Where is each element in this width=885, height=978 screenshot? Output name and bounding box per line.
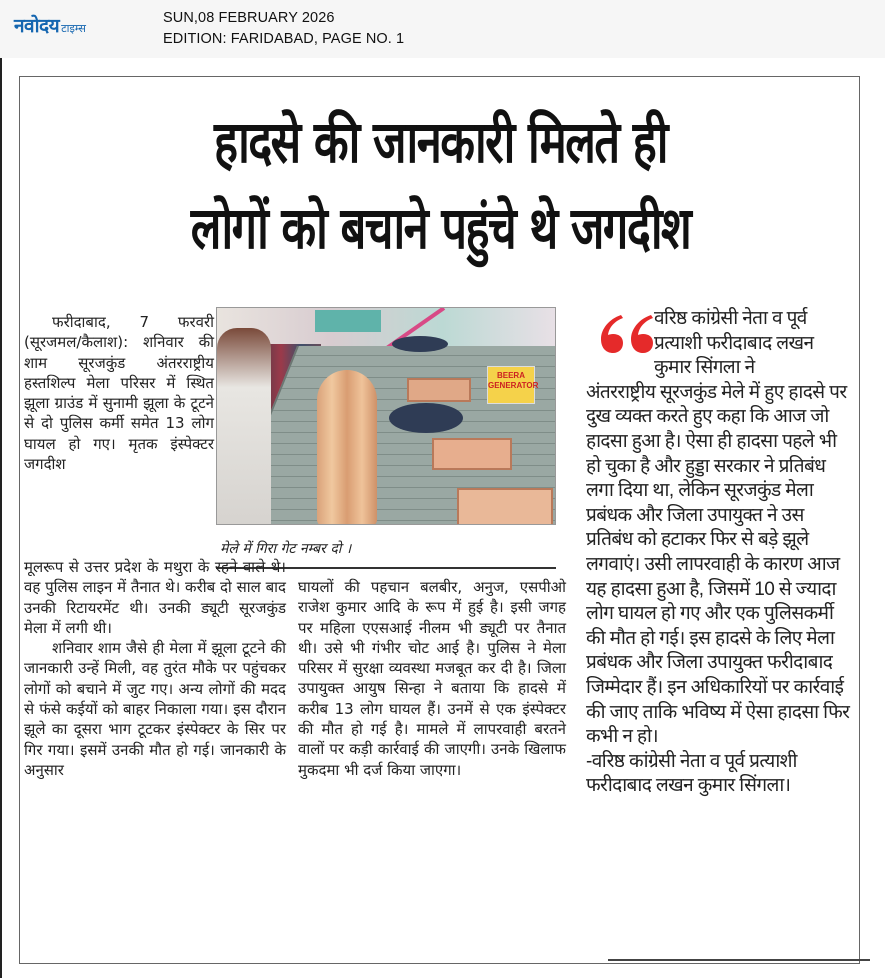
epaper-header bbox=[0, 0, 885, 58]
edition-line: EDITION: FARIDABAD, PAGE NO. 1 bbox=[163, 31, 405, 47]
photo-caption: मेले में गिरा गेट नम्बर दो । bbox=[220, 541, 352, 557]
quote-bottom-rule bbox=[608, 959, 870, 961]
col1-paragraph-1: मूलरूप से उत्तर प्रदेश के मथुरा के रहने वाले थे। वह पुलिस लाइन में तैनात थे। करीब दो साल बाद उनकी रिटायरमेंट थी। उनकी ड्यूटी सूरजकुंड मेला में लगी थी। bbox=[24, 558, 286, 637]
quote-intro: वरिष्ठ कांग्रेसी नेता व पूर्व प्रत्याशी फरीदाबाद लखन कुमार सिंगला ने bbox=[654, 308, 814, 379]
article-photo bbox=[216, 307, 556, 525]
headline-line-1: हादसे की जानकारी मिलते ही bbox=[214, 108, 667, 176]
newspaper-logo[interactable] bbox=[14, 12, 86, 36]
news-article-clip bbox=[19, 76, 860, 964]
column-1-top: फरीदाबाद, 7 फरवरी (सूरजमल/कैलाश): शनिवार की शाम सूरजकुंड अंतरराष्ट्रीय हस्तशिल्प मेला परिसर में स्थित झूला ग्राउंड में सुनामी झूला के टूटने से दो पुलिस कर्मी समेत 13 लोग घायल हो गए। मृतक इंस्पेक्टर जगदीश bbox=[24, 313, 214, 474]
quote-box bbox=[586, 307, 851, 799]
col1-paragraph-2: शनिवार शाम जैसे ही मेला में झूला टूटने की जानकारी उन्हें मिली, वह तुरंत मौके पर पहुंचकर लोगों को बचाने में जुट गए। अन्य लोगों की मदद से फंसे कईयों को बाहर निकाला गया। इस दौरान झूले का दूसरा भाग टूटकर इंस्पेक्टर के सिर पर गिर गया। इसमें उनकी मौत हो गई। जानकारी के अनुसार bbox=[24, 639, 286, 779]
date-line: SUN,08 FEBRUARY 2026 bbox=[163, 10, 335, 26]
headline-line-2: लोगों को बचाने पहुंचे थे जगदीश bbox=[190, 194, 691, 262]
edition-info bbox=[163, 8, 404, 50]
page-edge-divider bbox=[0, 58, 2, 978]
article-headline bbox=[113, 99, 769, 271]
column-1-bottom bbox=[24, 557, 286, 780]
generator-sign: BEERA GENERATOR bbox=[487, 366, 535, 404]
quote-body: अंतरराष्ट्रीय सूरजकुंड मेले में हुए हादसे पर दुख व्यक्त करते हुए कहा कि आज जो हादसा हुआ है। ऐसा ही हादसा पहले भी हो चुका है और हुड्डा सरकार ने प्रतिबंध लगा दिया था, लेकिन सूरजकुंड मेला प्रबंधक और जिला उपायुक्त ने उस प्रतिबंध को हटाकर फिर से बड़े झूले लगवाएं। उसी लापरवाही के कारण आज यह हादसा हुआ है, जिसमें 10 से ज्यादा लोग घायल हो गए और एक पुलिसकर्मी की मौत हो गई। इस हादसे के लिए मेला प्रबंधक और जिला उपायुक्त फरीदाबाद जिम्मेदार हैं। इन अधिकारियों पर कार्रवाई की जाए ताकि भविष्य में ऐसा हादसा फिर कभी न हो। bbox=[586, 381, 850, 748]
logo-sub-text: टाइम्स bbox=[61, 22, 86, 35]
quote-attribution: -वरिष्ठ कांग्रेसी नेता व पूर्व प्रत्याशी फरीदाबाद लखन कुमार सिंगला। bbox=[586, 750, 797, 797]
column-2: घायलों की पहचान बलबीर, अनुज, एसपीओ राजेश कुमार आदि के रूप में हुई है। इसी जगह पर महिला एएसआई नीलम भी ड्यूटी पर तैनात थी। उसे भी गंभीर चोट आई है। पुलिस ने मेला परिसर में सुरक्षा व्यवस्था मजबूत कर दी है। जिला उपायुक्त आयुष सिन्हा ने बताया कि हादसे में करीब 13 लोग घायल हैं। उनमें से एक इंस्पेक्टर की मौत हो गई है। मामले में लापरवाही बरतने वालों पर कड़ी कार्रवाई की जाएगी। उनके खिलाफ मुकदमा भी दर्ज किया जाएगा। bbox=[298, 578, 566, 779]
logo-main-text: नवोदय bbox=[14, 15, 60, 37]
